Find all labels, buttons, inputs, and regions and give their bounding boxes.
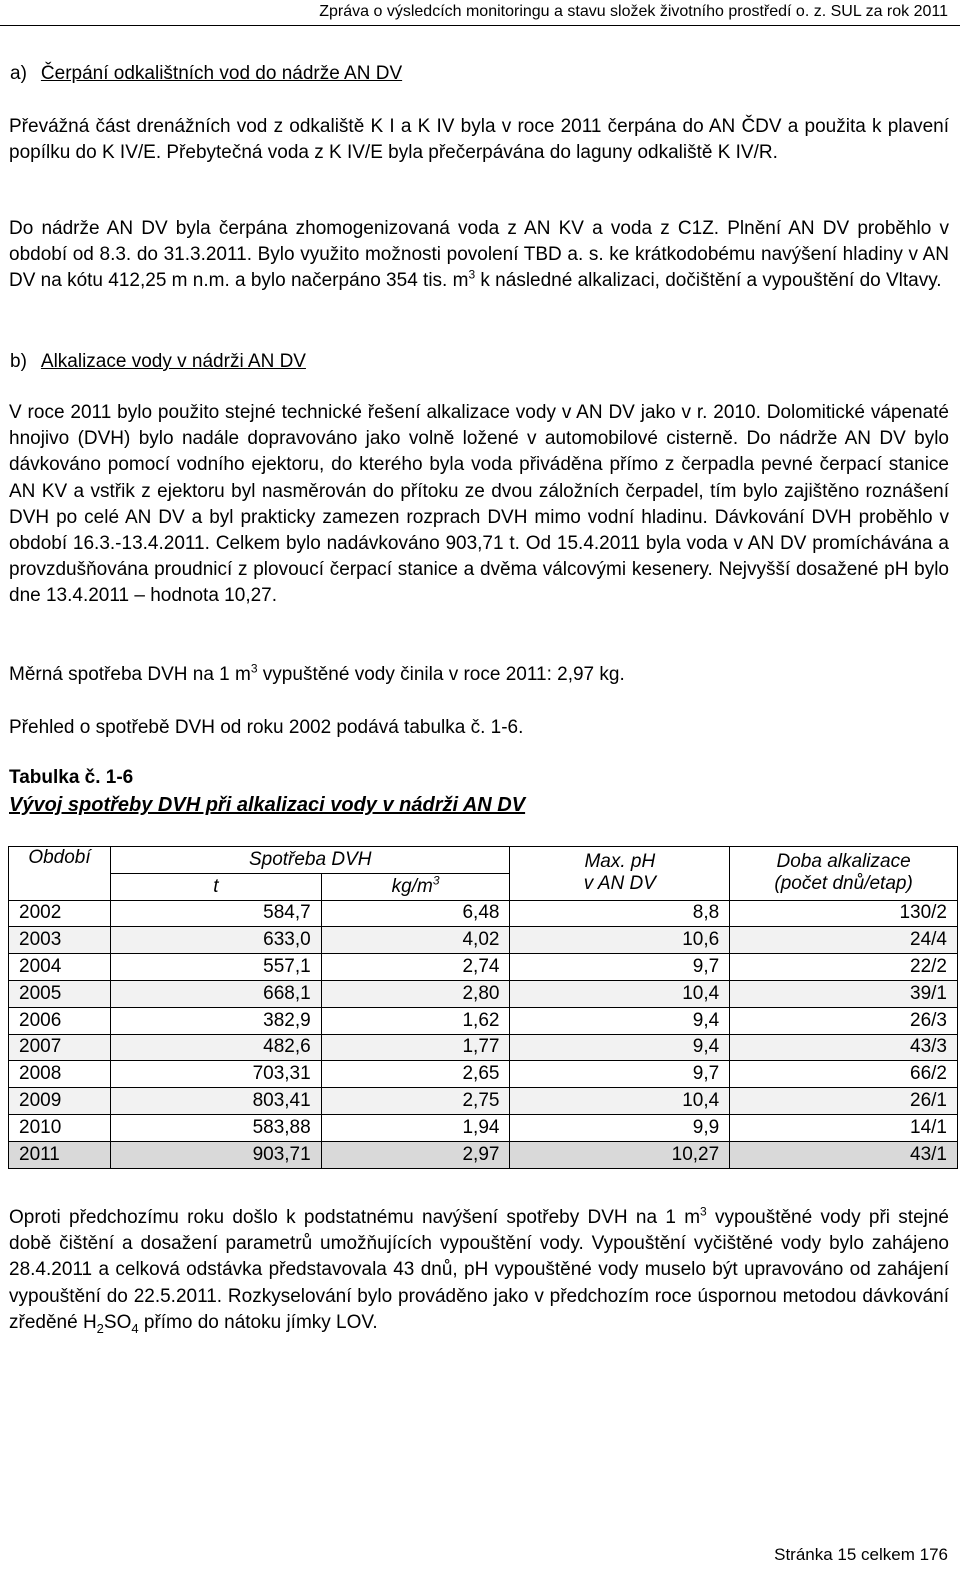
cell-days: 26/1 (730, 1088, 958, 1115)
cell-kgm3: 2,74 (321, 954, 510, 981)
section-b-marker: b) (10, 351, 27, 372)
cell-year: 2008 (9, 1061, 111, 1088)
cell-days: 22/2 (730, 954, 958, 981)
section-b-title: Alkalizace vody v nádrži AN DV (40, 351, 306, 372)
subscript-4: 4 (131, 1320, 139, 1336)
cell-t: 703,31 (110, 1061, 321, 1088)
page-number: Stránka 15 celkem 176 (774, 1545, 948, 1564)
column-header-max-ph (510, 847, 730, 901)
section-b-paragraph-3: Přehled o spotřebě DVH od roku 2002 podává tabulka č. 1-6. (9, 717, 524, 738)
cell-ph: 9,7 (510, 1061, 730, 1088)
closing-paragraph (9, 1205, 949, 1336)
section-b-paragraph-2-text: Měrná spotřeba DVH na 1 m (9, 664, 251, 685)
dvh-consumption-table (8, 846, 958, 1169)
duration-line-1: Doba alkalizace (776, 851, 911, 873)
cell-kgm3: 6,48 (321, 900, 510, 927)
table-row (9, 980, 958, 1007)
section-a-heading (10, 62, 402, 86)
table-row (9, 900, 958, 927)
section-b-paragraph-1: V roce 2011 bylo použito stejné technické řešení alkalizace vody v AN DV jako v r. 2010. Dolomitické vápenaté hnojivo (DVH) bylo nadále dopravováno jako volně ložené v automobilové cisterně. Do nádrže AN DV bylo dávkováno pomocí vodního ejektoru, do kterého byla voda přiváděna přímo z čerpadla pevné čerpací stanice AN KV a vstřik z ejektoru byl nasměrován do přítoku ze dvou záložních čerpadel, tím bylo zajištěno roznášení DVH po celé AN DV a byl prakticky zamezen rozprach DVH mimo vodní hladinu. Dávkování DVH proběhlo v období 16.3.-13.4.2011. Celkem bylo nadávkováno 903,71 t. Od 15.4.2011 byla voda v AN DV promíchávána a provzdušňována proudnicí z plovoucí čerpací stanice a dvěma válcovými kesenery. Nejvyšší dosažené pH bylo dne 13.4.2011 – hodnota 10,27. (9, 402, 949, 607)
cell-year: 2009 (9, 1088, 111, 1115)
table-row (9, 927, 958, 954)
column-header-tonnes: t (110, 873, 321, 900)
section-a-paragraph-1: Převážná část drenážních vod z odkaliště K I a K IV byla v roce 2011 čerpána do AN ČDV a použita k plavení popílku do K IV/E. Přebytečná voda z K IV/E byla přečerpávána do laguny odkaliště K IV/R. (9, 116, 949, 164)
cell-days: 43/1 (730, 1141, 958, 1168)
cell-t: 382,9 (110, 1007, 321, 1034)
closing-text-end: přímo do nátoku jímky LOV. (138, 1311, 378, 1333)
section-a-paragraph-2 (9, 216, 949, 295)
cell-days: 24/4 (730, 927, 958, 954)
cell-t: 584,7 (110, 900, 321, 927)
cell-days: 43/3 (730, 1034, 958, 1061)
cell-t: 482,6 (110, 1034, 321, 1061)
section-a-paragraph-2-end: k následné alkalizaci, dočištění a vypouštění do Vltavy. (475, 270, 942, 292)
table-row (9, 1061, 958, 1088)
table-row (9, 1007, 958, 1034)
table-row (9, 1034, 958, 1061)
cubic-superscript: 3 (468, 268, 476, 283)
cell-ph: 9,7 (510, 954, 730, 981)
section-a-marker: a) (10, 63, 27, 84)
table-row (9, 1088, 958, 1115)
section-a-paragraph-2-text: Do nádrže AN DV byla čerpána zhomogenizovaná voda z AN KV a voda z C1Z. Plnění AN DV proběhlo v období od 8.3. do 31.3.2011. Bylo využito možnosti povolení TBD a. s. ke krátkodobému navýšení hladiny v AN DV na kótu 412,25 m n.m. a bylo načerpáno 354 tis. m (9, 218, 949, 292)
cell-days: 26/3 (730, 1007, 958, 1034)
section-b-paragraph-2 (9, 662, 949, 688)
cell-kgm3: 4,02 (321, 927, 510, 954)
kg-per-m3-superscript: 3 (432, 873, 440, 888)
cell-kgm3: 2,65 (321, 1061, 510, 1088)
cell-year: 2002 (9, 900, 111, 927)
subscript-2: 2 (96, 1320, 104, 1336)
cell-year: 2004 (9, 954, 111, 981)
table-row (9, 1114, 958, 1141)
cell-ph: 10,6 (510, 927, 730, 954)
cell-kgm3: 2,75 (321, 1088, 510, 1115)
cubic-superscript: 3 (700, 1204, 707, 1219)
table-row (9, 954, 958, 981)
cell-ph: 9,4 (510, 1034, 730, 1061)
section-b-heading (10, 350, 306, 374)
cell-t: 583,88 (110, 1114, 321, 1141)
column-header-consumption: Spotřeba DVH (110, 847, 510, 874)
cubic-superscript: 3 (250, 661, 258, 676)
closing-text-2: vypouštěné vody při stejné době čištění a dosažení parametrů umožňujících vypouštění vody. Vypouštění vyčištěné vody bylo zahájeno 28.4.2011 a celková odstávka představovala 43 dnů, pH vypouštěné vody muselo být upravováno od zahájení vypouštění do 22.5.2011. Rozkyselování bylo prováděno jako v předchozím roce úspornou metodou dávkování zředěné H (9, 1207, 949, 1333)
cell-t: 903,71 (110, 1141, 321, 1168)
cell-kgm3: 2,97 (321, 1141, 510, 1168)
table-title: Vývoj spotřeby DVH při alkalizaci vody v nádrži AN DV (9, 794, 526, 816)
cell-ph: 10,4 (510, 980, 730, 1007)
max-ph-line-2: v AN DV (583, 873, 656, 895)
cell-year: 2011 (9, 1141, 111, 1168)
cell-kgm3: 1,77 (321, 1034, 510, 1061)
cell-t: 803,41 (110, 1088, 321, 1115)
column-header-kg-per-m3 (321, 873, 510, 900)
cell-days: 130/2 (730, 900, 958, 927)
duration-line-2: (počet dnů/etap) (774, 873, 913, 895)
cell-t: 668,1 (110, 980, 321, 1007)
cell-t: 633,0 (110, 927, 321, 954)
cell-kgm3: 1,94 (321, 1114, 510, 1141)
column-header-duration (730, 847, 958, 901)
table-body (9, 900, 958, 1168)
column-header-period: Období (9, 847, 111, 901)
cell-ph: 10,27 (510, 1141, 730, 1168)
section-a-title: Čerpání odkalištních vod do nádrže AN DV (40, 63, 403, 84)
cell-year: 2005 (9, 980, 111, 1007)
cell-days: 66/2 (730, 1061, 958, 1088)
closing-text-so: SO (103, 1311, 132, 1333)
cell-ph: 9,4 (510, 1007, 730, 1034)
cell-t: 557,1 (110, 954, 321, 981)
table-row (9, 1141, 958, 1168)
cell-year: 2003 (9, 927, 111, 954)
closing-text-1: Oproti předchozímu roku došlo k podstatnému navýšení spotřeby DVH na 1 m (9, 1207, 701, 1228)
max-ph-line-1: Max. pH (584, 851, 656, 873)
cell-days: 39/1 (730, 980, 958, 1007)
cell-days: 14/1 (730, 1114, 958, 1141)
header-divider (0, 25, 960, 26)
cell-year: 2006 (9, 1007, 111, 1034)
cell-kgm3: 2,80 (321, 980, 510, 1007)
section-b-paragraph-2-end: vypuštěné vody činila v roce 2011: 2,97 kg. (257, 664, 625, 685)
table-label: Tabulka č. 1-6 (9, 767, 134, 788)
cell-ph: 9,9 (510, 1114, 730, 1141)
cell-kgm3: 1,62 (321, 1007, 510, 1034)
document-header: Zpráva o výsledcích monitoringu a stavu složek životního prostředí o. z. SUL za rok 2011 (319, 3, 948, 20)
cell-ph: 10,4 (510, 1088, 730, 1115)
kg-per-m3-text: kg/m (391, 875, 433, 897)
cell-year: 2010 (9, 1114, 111, 1141)
cell-ph: 8,8 (510, 900, 730, 927)
cell-year: 2007 (9, 1034, 111, 1061)
